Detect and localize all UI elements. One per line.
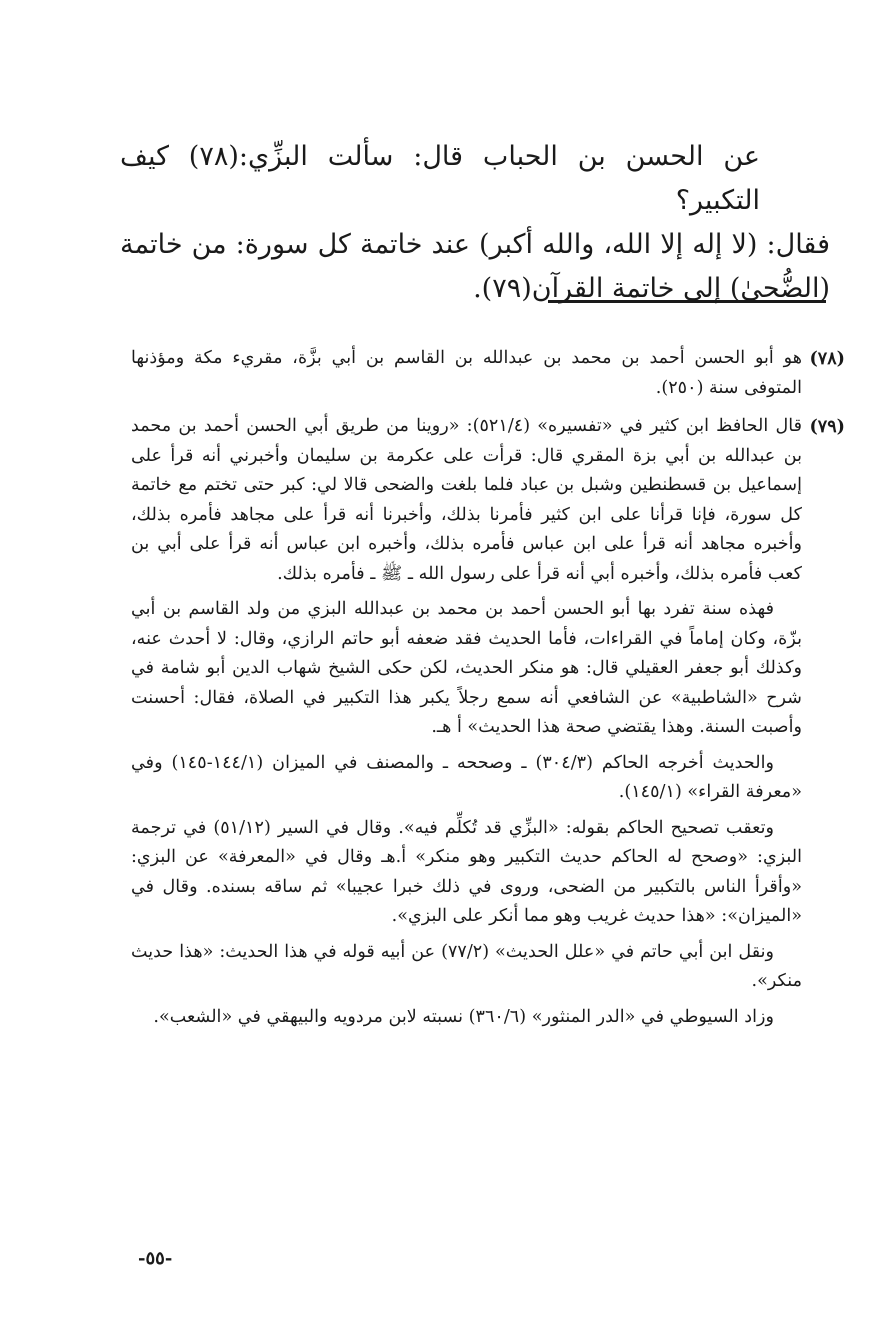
footnote-body: [131, 344, 802, 409]
main-text: [120, 135, 830, 311]
footnote-78: [131, 344, 845, 409]
footnote-paragraph: فهذه سنة تفرد بها أبو الحسن أحمد بن محمد بن عبدالله البزي من ولد القاسم بن أبي بزّة، وكان إماماً في القراءات، فأما الحديث فقد ضعفه أبو حاتم الرازي، وقال: لا أحدث عنه، وكذلك أبو جعفر العقيلي قال: هو منكر الحديث، لكن حكى الشيخ شهاب الدين أبو شامة في شرح «الشاطبية» عن الشافعي أنه سمع رجلاً يكبر هذا التكبير في الصلاة، فقال: أحسنت وأصبت السنة. وهذا يقتضي صحة هذا الحديث» أ هـ.: [131, 599, 802, 737]
footnote-paragraph: وتعقب تصحيح الحاكم بقوله: «البزِّي قد تُكلِّم فيه». وقال في السير (٥١/١٢) في ترجمة البزي: «وصحح له الحاكم حديث التكبير وهو منكر» أ.هـ وقال في «المعرفة» عن البزي: «وأقرأ الناس بالتكبير من الضحى، وروى في ذلك خبرا عجيبا» ثم ساقه بسنده. وقال في «الميزان»: «هذا حديث غريب وهو مما أنكر على البزي».: [131, 817, 802, 926]
footnote-paragraph: والحديث أخرجه الحاكم (٣٠٤/٣) ـ وصححه ـ والمصنف في الميزان (١٤٤/١-١٤٥) وفي «معرفة القراء» (١٤٥/١).: [131, 752, 802, 802]
main-paragraph: عن الحسن بن الحباب قال: سألت البزِّي:(٧٨) كيف التكبير؟: [120, 141, 760, 216]
footnote-paragraph: قال الحافظ ابن كثير في «تفسيره» (٥٢١/٤): «روينا من طريق أبي الحسن أحمد بن محمد بن عبدالله بن أبي بزة المقري قال: قرأت على عكرمة بن سليمان وأخبرني أنه قرأ على إسماعيل بن قسطنطين وشبل بن عباد فلما بلغت والضحى قالا لي: كبر حتى تختم مع خاتمة كل سورة، فإنا قرأنا على ابن كثير فأمرنا بذلك، وأخبرنا أنه قرأ على مجاهد فأمره بذلك، وأخبره مجاهد أنه قرأ على ابن عباس فأمره بذلك، وأخبره ابن عباس أنه قرأ على أبي بن كعب فأمره بذلك، وأخبره أبي أنه قرأ على رسول الله ـ ﷺ ـ فأمره بذلك.: [131, 416, 802, 584]
footnote-body: [131, 412, 802, 1038]
footnote-paragraph: وزاد السيوطي في «الدر المنثور» (٣٦٠/٦) نسبته لابن مردويه والبيهقي في «الشعب».: [153, 1006, 774, 1027]
footnotes: [131, 344, 845, 1041]
footnote-separator-rule: [548, 300, 826, 303]
footnote-paragraph: ونقل ابن أبي حاتم في «علل الحديث» (٧٧/٢) عن أبيه قوله في هذا الحديث: «هذا حديث منكر».: [131, 941, 802, 991]
footnote-79: [131, 412, 845, 1038]
footnote-number: (٧٨): [809, 348, 845, 369]
footnote-paragraph: هو أبو الحسن أحمد بن محمد بن عبدالله بن القاسم بن أبي بزَّة، مقريء مكة ومؤذنها المتوفى سنة (٢٥٠).: [131, 348, 802, 398]
main-paragraph: فقال: (لا إله إلا الله، والله أكبر) عند خاتمة كل سورة: من خاتمة (الضُّحىٰ) إلى خاتمة القرآن(٧٩).: [120, 229, 830, 304]
footnote-number: (٧٩): [809, 416, 845, 437]
page-number: -٥٥-: [138, 1248, 173, 1269]
